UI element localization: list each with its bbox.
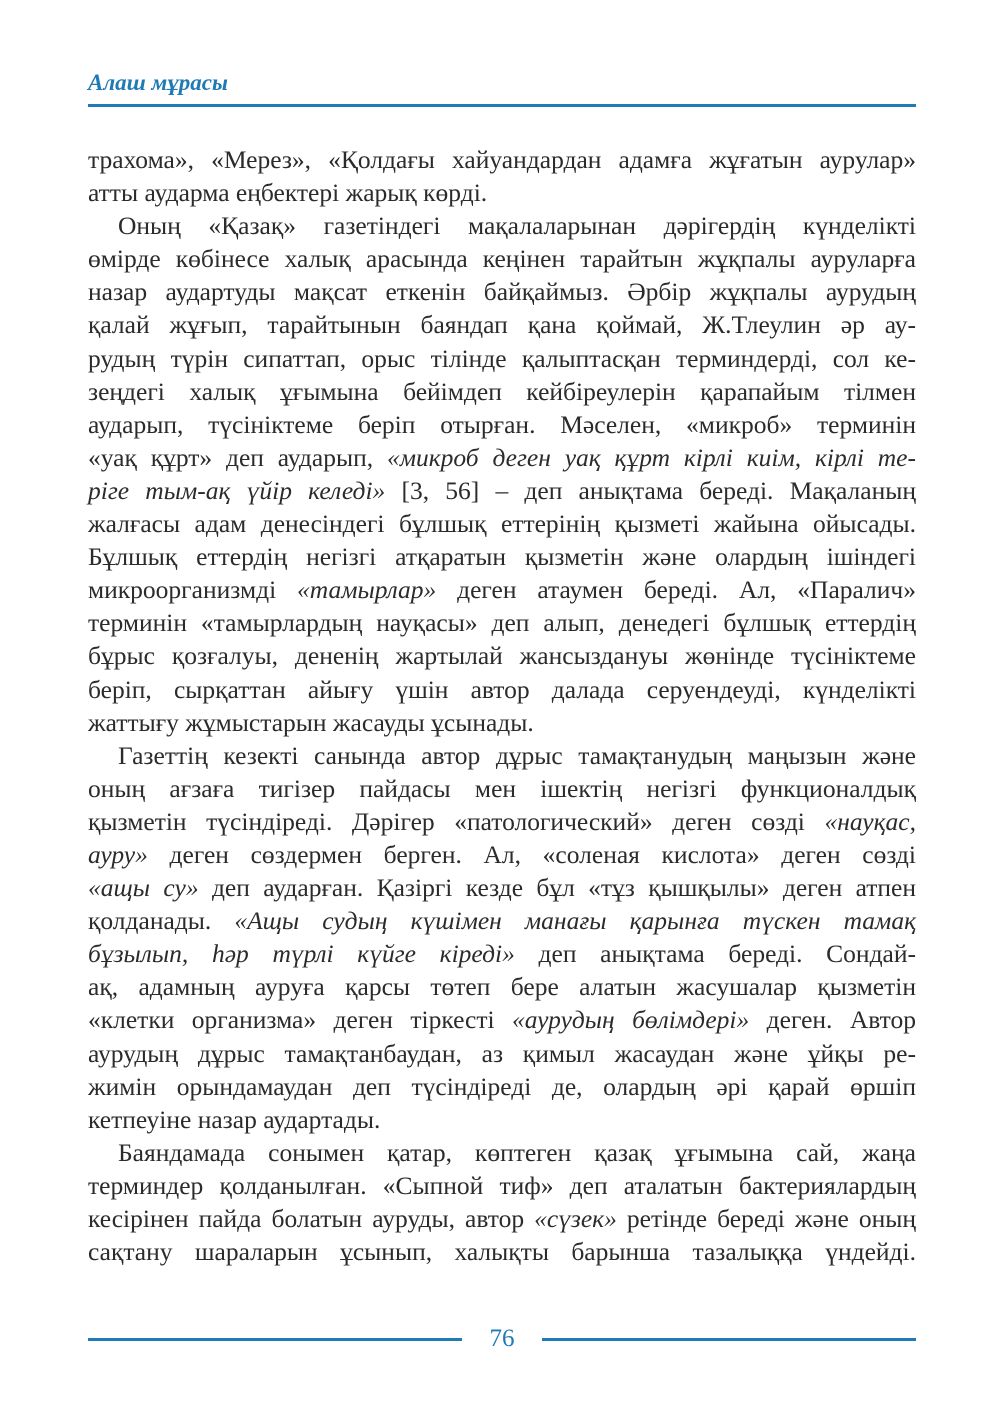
text-run: терминін «тамырлардың науқасы» деп алып, денедегі бұлшық еттердің — [88, 608, 916, 638]
italic-text: «науқас, — [824, 806, 916, 836]
text-line — [88, 871, 916, 904]
italic-text: «Ащы судың күшімен манағы қарынға түскен тамақ — [234, 906, 916, 936]
text-run: кесірінен пайда болатын ауруды, автор — [88, 1204, 535, 1233]
text-line — [88, 342, 916, 375]
text-run: Бұлшық еттердің негізгі атқаратын қызметін және олардың ішіндегі — [88, 542, 916, 572]
text-line — [88, 838, 916, 871]
text-run: деп анықтама береді. Сондай- — [514, 939, 916, 969]
header-rule — [88, 104, 916, 107]
text-line — [88, 1037, 916, 1070]
text-run: жалғасы адам денесіндегі бұлшық еттерінің қызметі жайына ойысады. — [88, 509, 916, 539]
running-head-title: Алаш мұрасы — [88, 70, 228, 95]
text-line — [88, 308, 916, 341]
text-run: кетпеуіне назар аудартады. — [88, 1104, 381, 1134]
text-line — [88, 474, 916, 507]
text-line — [88, 1070, 916, 1103]
text-line — [88, 639, 916, 672]
italic-text: «микроб деген уақ құрт кірлі киім, кірлі те- — [386, 442, 916, 472]
text-run: микроорганизмді — [88, 575, 298, 605]
text-run: аурудың дұрыс тамақтанбаудан, аз қимыл жасаудан және ұйқы ре- — [88, 1038, 916, 1068]
text-run: сақтану шараларын ұсынып, халықты барынша тазалыққа үндейді. — [88, 1237, 916, 1267]
footer-rule-right — [542, 1338, 916, 1341]
text-run: қолданады. — [88, 906, 235, 936]
text-line — [88, 772, 916, 805]
italic-text: «тамырлар» — [297, 575, 437, 605]
text-run: бұрыс қозғалуы, дененің жартылай жансыздануы жөнінде түсініктеме — [88, 641, 916, 671]
text-run: қалай жұғып, тарайтынын баяндап қана қоймай, Ж.Тлеулин әр ау- — [88, 310, 916, 340]
text-run: трахома», «Мерез», «Қолдағы хайуандардан адамға жұғатын аурулар» — [88, 145, 916, 174]
text-line — [88, 937, 916, 970]
text-run: өмірде көбінесе халық арасында кеңінен тарайтын жұқпалы ауруларға — [88, 244, 916, 274]
text-run: зеңдегі халық ұғымына бейімдеп кейбіреулерін қарапайым тілмен — [88, 376, 916, 406]
italic-text: ауру» — [88, 839, 148, 869]
text-run: Газеттің кезекті санында автор дұрыс тамақтанудың маңызын және — [118, 740, 916, 770]
text-run: атты аударма еңбектері жарық көрді. — [88, 178, 488, 208]
text-line — [88, 242, 916, 275]
text-line — [88, 904, 916, 937]
text-line — [88, 1136, 916, 1169]
text-run: терминдер қолданылған. «Сыпной тиф» деп аталатын бактериялардың — [88, 1170, 916, 1200]
text-run: деген сөздермен берген. Ал, «соленая кислота» деген сөзді — [147, 839, 916, 869]
text-line — [88, 540, 916, 573]
text-line — [88, 1202, 916, 1235]
text-run: «уақ құрт» деп аударып, — [88, 442, 387, 472]
text-run: жимін орындамаудан деп түсіндіреді де, олардың әрі қарай өршіп — [88, 1071, 916, 1101]
footer-rule-left — [88, 1338, 462, 1341]
text-line — [88, 375, 916, 408]
text-line — [88, 805, 916, 838]
text-line — [88, 143, 916, 176]
text-run: деген. Автор — [749, 1005, 916, 1035]
text-run: оның ағзаға тигізер пайдасы мен ішектің негізгі функционалдық — [88, 773, 916, 803]
italic-text: «сүзек» — [534, 1204, 617, 1233]
text-line — [88, 408, 916, 441]
text-run: рудың түрін сипаттап, орыс тілінде қалыптасқан терминдерді, сол ке- — [88, 343, 916, 373]
text-line — [88, 573, 916, 606]
text-line — [88, 209, 916, 242]
text-run: аударып, түсініктеме беріп отырған. Мәселен, «микроб» терминін — [88, 409, 916, 439]
text-run: беріп, сырқаттан айығу үшін автор далада серуендеуді, күнделікті — [88, 674, 916, 704]
text-run: деген атаумен береді. Ал, «Паралич» — [436, 575, 917, 605]
text-line — [88, 507, 916, 540]
text-line — [88, 970, 916, 1003]
page-number: 76 — [489, 1325, 515, 1352]
text-line — [88, 606, 916, 639]
text-run: назар аудартуды мақсат еткенін байқаймыз. Әрбір жұқпалы аурудың — [88, 277, 916, 307]
text-line — [88, 1103, 916, 1136]
text-line — [88, 673, 916, 706]
text-line — [88, 441, 916, 474]
text-run: [3, 56] – деп анықтама береді. Мақаланың — [385, 475, 916, 505]
italic-text: бұзылып, һәр түрлі күйге кіреді» — [88, 939, 515, 969]
text-run: ретінде береді және оның — [616, 1204, 916, 1233]
text-line — [88, 706, 916, 739]
text-run: деп аударған. Қазіргі кезде бұл «тұз қышқылы» деген атпен — [198, 873, 917, 903]
text-line — [88, 275, 916, 308]
italic-text: «ащы су» — [88, 873, 199, 903]
text-run: қызметін түсіндіреді. Дәрігер «патологический» деген сөзді — [88, 806, 825, 836]
italic-text: ріге тым-ақ үйір келеді» — [88, 475, 386, 505]
text-line — [88, 176, 916, 209]
text-line — [88, 1169, 916, 1202]
text-line — [88, 1003, 916, 1036]
italic-text: «аурудың бөлімдері» — [512, 1005, 750, 1035]
text-run: «клетки организма» деген тіркесті — [88, 1005, 513, 1035]
text-run: ақ, адамның ауруға қарсы төтеп бере алатын жасушалар қызметін — [88, 972, 916, 1002]
body-text — [88, 143, 916, 1268]
text-run: Баяндамада сонымен қатар, көптеген қазақ ұғымына сай, жаңа — [118, 1137, 916, 1167]
text-line — [88, 739, 916, 772]
text-run: Оның «Қазақ» газетіндегі мақалаларынан дәрігердің күнделікті — [118, 211, 916, 241]
text-run: жаттығу жұмыстарын жасауды ұсынады. — [88, 707, 534, 737]
text-line — [88, 1235, 916, 1268]
